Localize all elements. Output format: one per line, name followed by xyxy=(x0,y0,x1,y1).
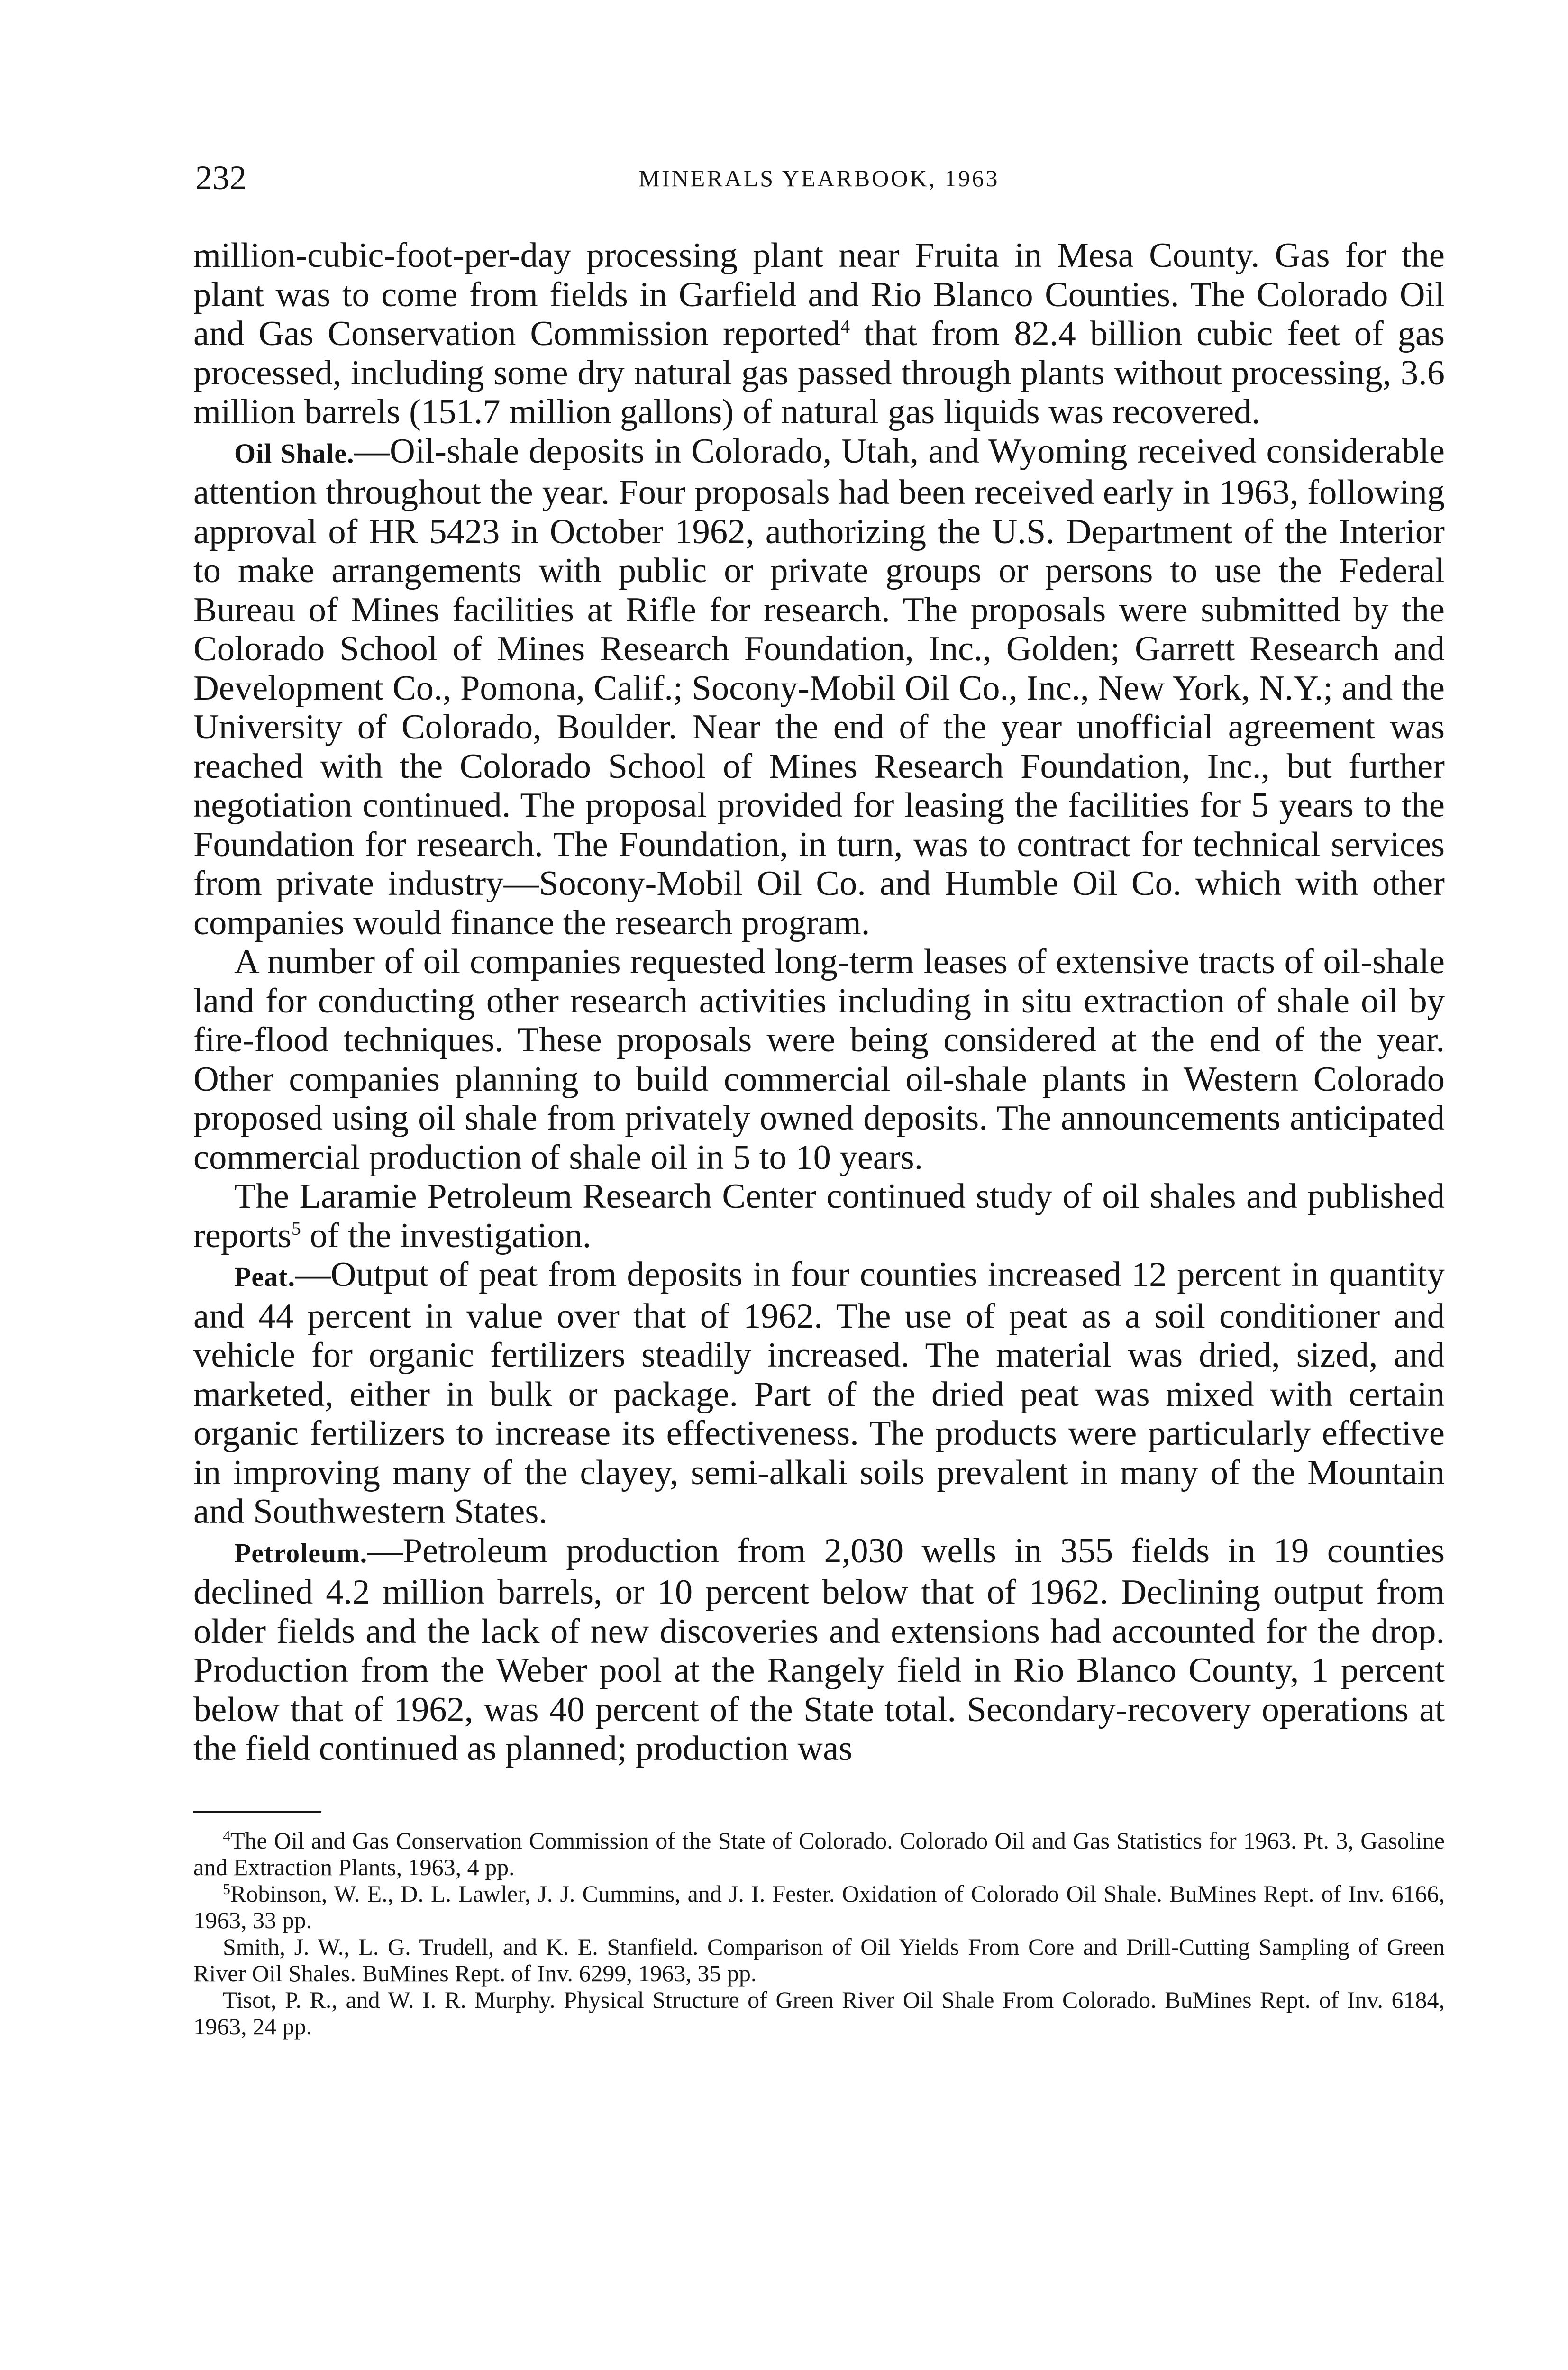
footnote-text: Tisot, P. R., and W. I. R. Murphy. Physical Structure of Green River Oil Shale From Colorado. BuMines Rept. of Inv. 6184, 1963, 24 pp. xyxy=(193,1986,1445,2040)
paragraph-text: A number of oil companies requested long-term leases of extensive tracts of oil-shale land for conducting other research activities including in situ extraction of shale oil by fire-flood techniques. These proposals were being considered at the end of the year. Other companies planning to build commercial oil-shale plants in Western Colorado proposed using oil shale from privately owned deposits. The announcements anticipated commercial production of shale oil in 5 to 10 years. xyxy=(193,942,1445,1177)
paragraph-text: million-cubic-foot-per-day processing plant near Fruita in Mesa County. Gas for the plant was to come from fields in Garfield and Rio Blanco Counties. The Colorado Oil and Gas Conservation Commission reported xyxy=(193,236,1445,353)
footnote-4 xyxy=(193,1827,1445,1880)
footnote-marker: 4 xyxy=(223,1827,230,1844)
paragraph-text: —Oil-shale deposits in Colorado, Utah, and Wyoming received considerable attention throughout the year. Four proposals had been received early in 1963, following approval of HR 5423 in October 1962, authorizing the U.S. Department of the Interior to make arrangements with public or private groups or persons to use the Federal Bureau of Mines facilities at Rifle for research. The proposals were submitted by the Colorado School of Mines Research Foundation, Inc., Golden; Garrett Research and Development Co., Pomona, Calif.; Socony-Mobil Oil Co., Inc., New York, N.Y.; and the University of Colorado, Boulder. Near the end of the year unofficial agreement was reached with the Colorado School of Mines Research Foundation, Inc., but further negotiation continued. The proposal provided for leasing the facilities for 5 years to the Foundation for research. The Foundation, in turn, was to contract for technical services from private industry—Socony-Mobil Oil Co. and Humble Oil Co. which with other companies would finance the research program. xyxy=(193,431,1445,942)
paragraph-text-continued: that from 82.4 billion cubic feet of gas processed, including some dry natural gas passed through plants without processing, 3.6 million barrels (151.7 million gallons) of natural gas liquids was recovered. xyxy=(193,314,1445,431)
running-head xyxy=(193,156,1445,209)
paragraph-text-continued: of the investigation. xyxy=(301,1216,592,1255)
running-title: MINERALS YEARBOOK, 1963 xyxy=(638,165,1000,191)
footnote-divider xyxy=(193,1811,321,1813)
footnote-marker: 5 xyxy=(223,1880,230,1897)
footnote-text: The Oil and Gas Conservation Commission of the State of Colorado. Colorado Oil and Gas Statistics for 1963. Pt. 3, Gasoline and Extraction Plants, 1963, 4 pp. xyxy=(193,1827,1445,1880)
footnote-ref-5[interactable]: 5 xyxy=(291,1217,301,1239)
paragraph-peat xyxy=(193,1255,1445,1531)
footnote-5 xyxy=(193,1880,1445,1933)
footnote-text: Robinson, W. E., D. L. Lawler, J. J. Cummins, and J. I. Fester. Oxidation of Colorado Oil Shale. BuMines Rept. of Inv. 6166, 1963, 33 pp. xyxy=(193,1880,1445,1933)
paragraph-laramie-center xyxy=(193,1177,1445,1255)
paragraph-text: The Laramie Petroleum Research Center continued study of oil shales and published reports xyxy=(193,1177,1445,1255)
page-number: 232 xyxy=(195,159,246,197)
paragraph-oil-shale xyxy=(193,432,1445,943)
section-heading-petroleum: Petroleum. xyxy=(234,1537,368,1568)
body-text xyxy=(193,236,1445,1768)
paragraph-natural-gas-continued xyxy=(193,236,1445,432)
footnote-text: Smith, J. W., L. G. Trudell, and K. E. Stanfield. Comparison of Oil Yields From Core and Drill-Cutting Sampling of Green River Oil Shales. BuMines Rept. of Inv. 6299, 1963, 35 pp. xyxy=(193,1933,1445,1987)
paragraph-oil-shale-leases xyxy=(193,942,1445,1177)
page xyxy=(193,156,1445,2040)
paragraph-petroleum xyxy=(193,1531,1445,1768)
footnotes xyxy=(193,1827,1445,2040)
paragraph-text: —Output of peat from deposits in four counties increased 12 percent in quantity and 44 percent in value over that of 1962. The use of peat as a soil conditioner and vehicle for organic fertilizers steadily increased. The material was dried, sized, and marketed, either in bulk or package. Part of the dried peat was mixed with certain organic fertilizers to increase its effectiveness. The products were particularly effective in improving many of the clayey, semi-alkali soils prevalent in many of the Mountain and Southwestern States. xyxy=(193,1255,1445,1531)
section-heading-oil-shale: Oil Shale. xyxy=(234,438,355,469)
footnote-5-tisot xyxy=(193,1987,1445,2040)
footnote-ref-4[interactable]: 4 xyxy=(840,316,850,337)
footnote-5-smith xyxy=(193,1933,1445,1987)
section-heading-peat: Peat. xyxy=(234,1261,295,1292)
paragraph-text: —Petroleum production from 2,030 wells in 355 fields in 19 counties declined 4.2 million barrels, or 10 percent below that of 1962. Declining output from older fields and the lack of new discoveries and extensions had accounted for the drop. Production from the Weber pool at the Rangely field in Rio Blanco County, 1 percent below that of 1962, was 40 percent of the State total. Secondary-recovery operations at the field continued as planned; production was xyxy=(193,1531,1445,1768)
